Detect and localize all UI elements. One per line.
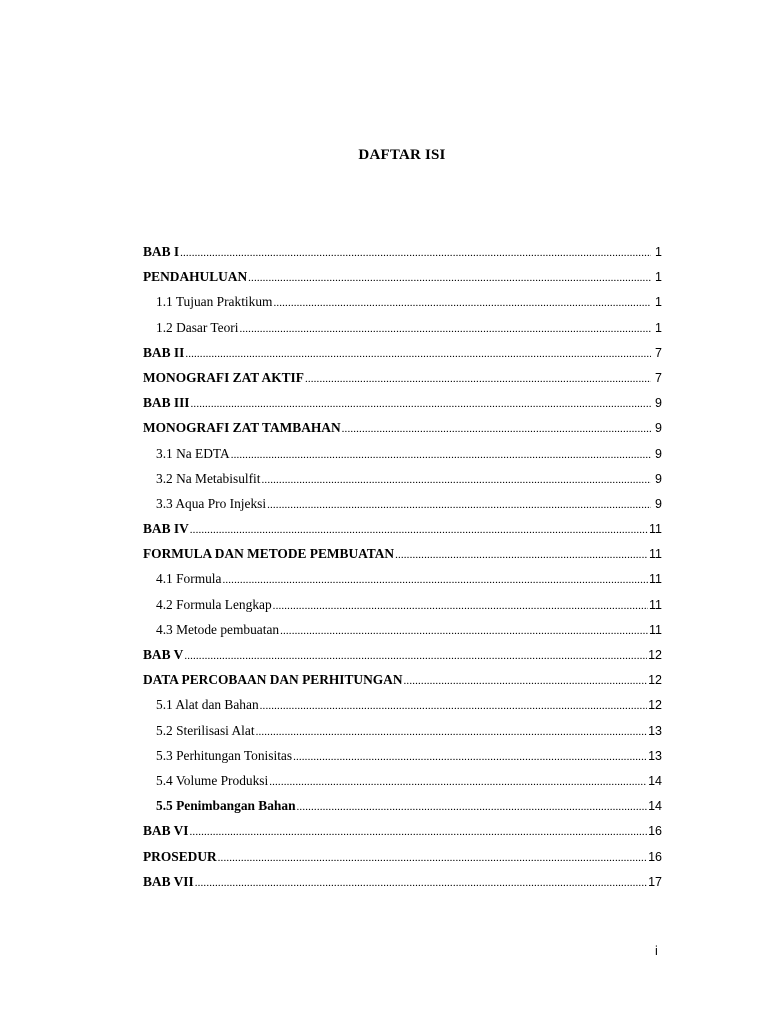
toc-entry [143, 289, 662, 314]
toc-entry [143, 415, 662, 440]
toc-entry [143, 718, 662, 743]
toc-entry-label: 5.1 Alat dan Bahan [156, 697, 259, 713]
toc-entry-page: 12 [648, 648, 662, 662]
toc-dot-leader [273, 594, 648, 619]
toc-entry-page: 9 [655, 396, 662, 411]
toc-entry-label: MONOGRAFI ZAT TAMBAHAN [143, 420, 341, 436]
toc-entry [143, 818, 662, 843]
toc-entry-page: 9 [655, 471, 662, 486]
toc-dot-leader [262, 468, 651, 493]
toc-entry [143, 365, 662, 390]
toc-dot-leader [293, 745, 647, 770]
toc-entry-label: DATA PERCOBAAN DAN PERHITUNGAN [143, 672, 403, 688]
toc-entry-page: 13 [648, 723, 662, 738]
toc-entry-label: BAB I [143, 244, 180, 259]
toc-entry-label: 1.2 Dasar Teori [156, 319, 239, 335]
toc-entry-page: 9 [655, 446, 662, 461]
toc-dot-leader [190, 820, 648, 845]
toc-entry-label: 4.3 Metode pembuatan [156, 621, 280, 637]
toc-entry-page: 7 [655, 345, 662, 360]
toc-dot-leader [231, 443, 651, 468]
toc-entry-label: 3.3 Aqua Pro Injeksi [156, 495, 267, 511]
toc-dot-leader [239, 317, 651, 342]
toc-entry-label: BAB V [143, 647, 184, 662]
toc-dot-leader [280, 619, 648, 644]
toc-entry [143, 642, 662, 667]
toc-dot-leader [395, 543, 648, 568]
toc-entry [143, 743, 662, 768]
toc-entry-page: 16 [648, 849, 662, 864]
toc-entry [143, 768, 662, 793]
toc-entry [143, 340, 662, 365]
toc-entry-page: 7 [655, 370, 662, 385]
toc-entry-page: 14 [648, 773, 662, 788]
toc-entry-label: BAB II [143, 344, 185, 360]
toc-entry-page: 14 [648, 799, 662, 814]
toc-entry [143, 566, 662, 591]
table-of-contents [143, 239, 662, 894]
toc-entry [143, 264, 662, 289]
toc-entry-label: BAB III [143, 395, 190, 411]
toc-dot-leader [191, 392, 651, 417]
toc-entry [143, 617, 662, 642]
toc-dot-leader [404, 669, 648, 694]
toc-entry [143, 390, 662, 415]
toc-entry [143, 592, 662, 617]
page-title: DAFTAR ISI [358, 147, 446, 163]
toc-entry-page: 11 [649, 572, 662, 587]
toc-dot-leader [297, 795, 648, 820]
toc-entry [143, 315, 662, 340]
toc-entry [143, 869, 662, 894]
toc-entry-label: BAB VI [143, 823, 189, 839]
toc-entry [143, 541, 662, 566]
toc-entry-label: 4.2 Formula Lengkap [156, 596, 272, 612]
toc-entry-label: 4.1 Formula [156, 571, 222, 587]
toc-dot-leader [185, 342, 651, 367]
toc-entry [143, 441, 662, 466]
toc-entry-label: 5.2 Sterilisasi Alat [156, 722, 255, 738]
toc-entry [143, 239, 662, 264]
toc-dot-leader [256, 720, 648, 745]
toc-dot-leader [184, 644, 647, 669]
toc-dot-leader [269, 770, 647, 795]
toc-entry [143, 844, 662, 869]
toc-entry [143, 667, 662, 692]
toc-entry-label: FORMULA DAN METODE PEMBUATAN [143, 546, 395, 562]
toc-dot-leader [218, 846, 647, 871]
toc-entry-page: 11 [649, 597, 662, 612]
toc-entry [143, 491, 662, 516]
toc-entry-label: BAB IV [143, 521, 189, 537]
toc-entry-label: 5.5 Penimbangan Bahan [156, 798, 296, 814]
toc-entry-label: 3.1 Na EDTA [156, 445, 230, 461]
toc-dot-leader [342, 417, 651, 442]
toc-entry-label: 3.2 Na Metabisulfit [156, 470, 261, 486]
toc-dot-leader [248, 266, 651, 291]
toc-entry-page: 1 [655, 295, 662, 310]
toc-entry-label: 1.1 Tujuan Praktikum [156, 294, 273, 310]
toc-entry [143, 692, 662, 717]
toc-entry [143, 516, 662, 541]
toc-entry-page: 16 [648, 824, 662, 839]
toc-entry-page: 11 [649, 622, 662, 637]
toc-entry-label: 5.3 Perhitungan Tonisitas [156, 747, 293, 763]
toc-entry-page: 17 [648, 874, 662, 889]
toc-entry [143, 466, 662, 491]
toc-entry-page: 11 [649, 547, 662, 562]
toc-entry-page: 1 [655, 245, 662, 259]
toc-dot-leader [267, 493, 651, 518]
toc-entry-page: 13 [648, 748, 662, 763]
toc-entry-page: 11 [649, 522, 662, 537]
toc-entry [143, 793, 662, 818]
toc-entry-page: 9 [655, 421, 662, 436]
toc-entry-page: 9 [655, 496, 662, 511]
toc-entry-label: PENDAHULUAN [143, 269, 248, 285]
toc-entry-label: 5.4 Volume Produksi [156, 772, 269, 788]
toc-dot-leader [190, 518, 648, 543]
toc-entry-label: MONOGRAFI ZAT AKTIF [143, 369, 304, 385]
toc-dot-leader [273, 291, 651, 316]
toc-entry-page: 12 [648, 673, 662, 688]
toc-entry-label: BAB VII [143, 873, 194, 889]
toc-dot-leader [222, 568, 648, 593]
toc-entry-page: 1 [655, 270, 662, 285]
toc-dot-leader [180, 241, 651, 266]
page-number: i [655, 944, 658, 958]
toc-dot-leader [195, 871, 647, 896]
toc-entry-page: 1 [655, 320, 662, 335]
toc-entry-label: PROSEDUR [143, 848, 217, 864]
toc-entry-page: 12 [648, 698, 662, 713]
toc-dot-leader [305, 367, 651, 392]
toc-dot-leader [260, 694, 647, 719]
